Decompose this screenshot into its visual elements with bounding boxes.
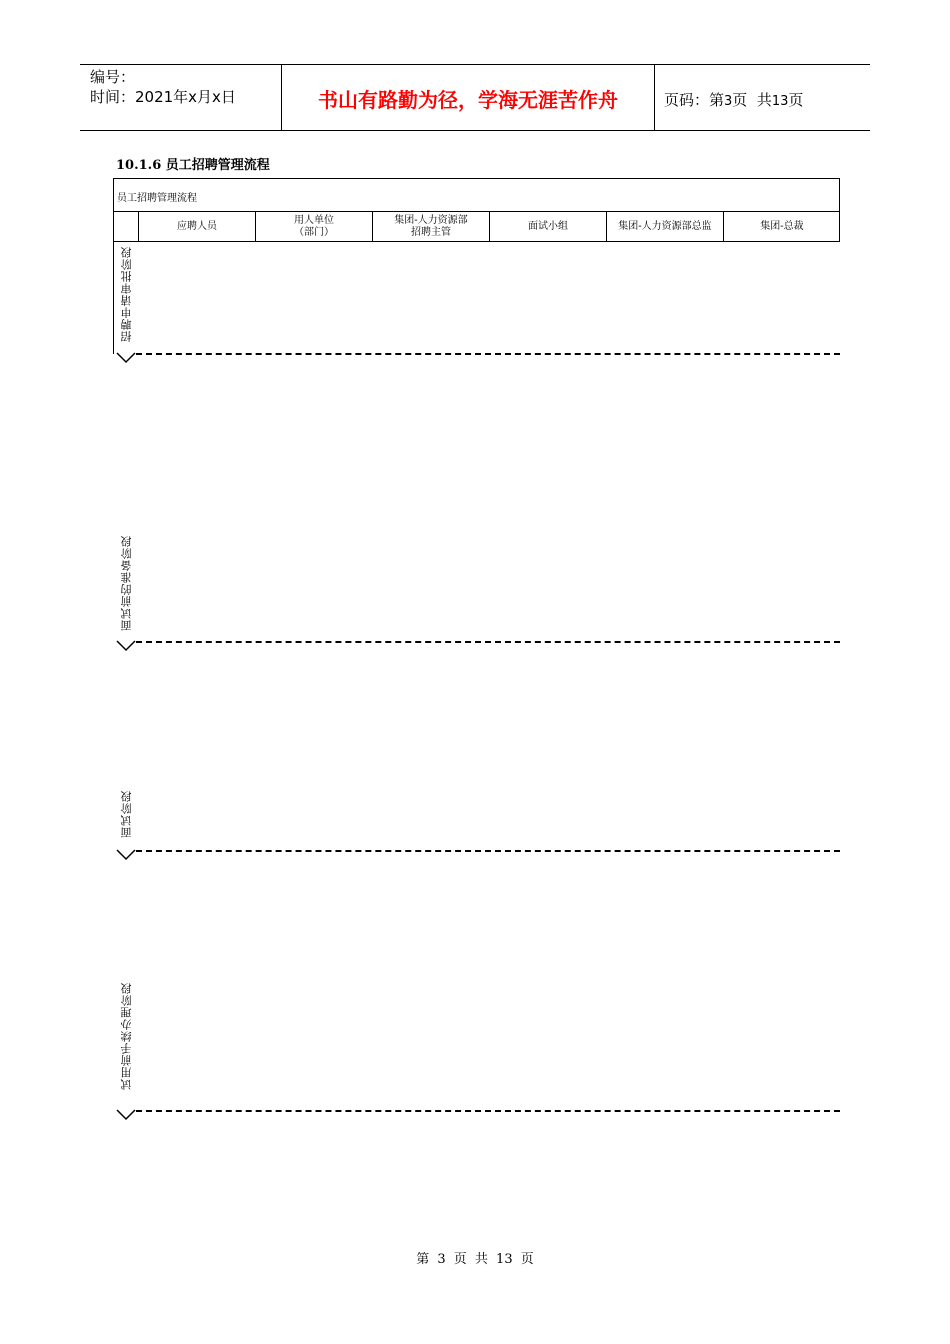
section-title: 10.1.6 员工招聘管理流程 — [116, 158, 270, 173]
phase-label: 招聘申请审批阶段 — [120, 246, 133, 342]
code-label: 编号： — [90, 68, 136, 86]
page-footer: 第 3 页 共 13 页 — [416, 1252, 534, 1267]
phase-label: 试用前手续办理阶段 — [120, 982, 133, 1090]
header-motto: 书山有路勤为径，学海无涯苦作舟 — [318, 88, 618, 112]
flowchart-title: 员工招聘管理流程 — [117, 193, 197, 204]
page-total: 13 — [771, 94, 789, 109]
phase-separator — [136, 1110, 840, 1112]
lane-header: 应聘人员 — [177, 221, 217, 232]
time-label: 时间：2021年x月x日 — [90, 88, 236, 106]
page-current: 3 — [724, 94, 733, 109]
page-suffix: 页 — [788, 91, 804, 109]
lane-header: 集团-总裁 — [760, 221, 804, 232]
lane-header: 集团-人力资源部总监 — [618, 221, 712, 232]
phase-label: 面试阶段 — [120, 790, 133, 838]
phase-side-line — [113, 242, 114, 354]
header-divider — [654, 64, 655, 131]
lane-header: 集团-人力资源部 招聘主管 — [394, 215, 468, 238]
lane-header: 面试小组 — [528, 221, 568, 232]
chevron-down-icon — [116, 352, 136, 364]
phase-separator — [136, 850, 840, 852]
phase-label: 面试前的准备阶段 — [120, 535, 133, 631]
header-meta — [90, 67, 236, 107]
lane-header: 用人单位 （部门） — [294, 215, 334, 238]
chevron-down-icon — [116, 1109, 136, 1121]
phase-separator — [136, 353, 840, 355]
page-mid: 页 共 — [732, 91, 772, 109]
chevron-down-icon — [116, 849, 136, 861]
header-bottom-rule — [80, 130, 870, 131]
phase-separator — [136, 641, 840, 643]
header-page-number — [664, 89, 803, 110]
chevron-down-icon — [116, 640, 136, 652]
header-top-rule — [80, 64, 870, 65]
page-prefix: 页码：第 — [664, 91, 725, 109]
